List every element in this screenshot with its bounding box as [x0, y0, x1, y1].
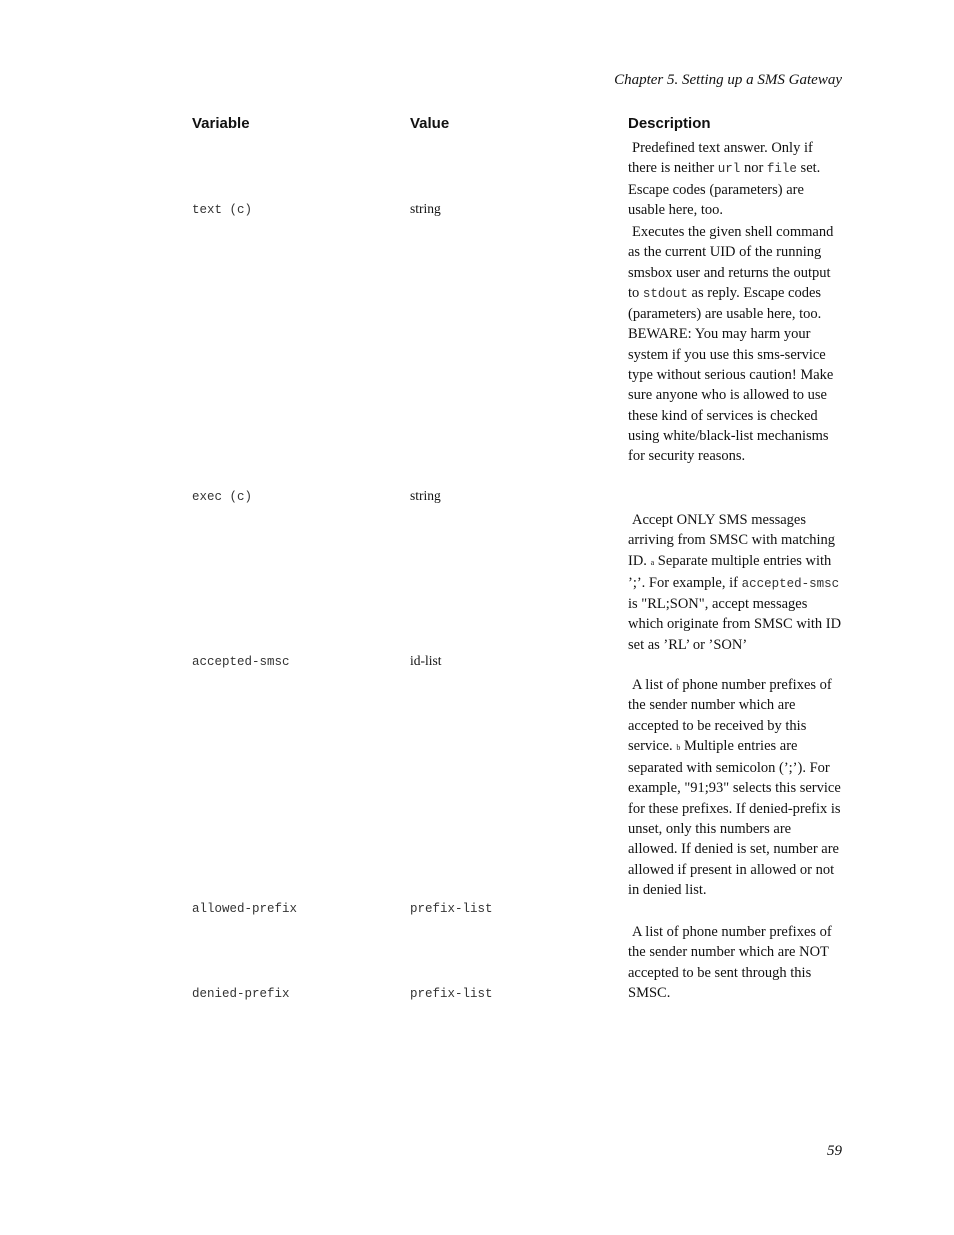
column-header-variable: Variable — [192, 115, 250, 132]
variable-cell: exec (c) — [192, 490, 253, 504]
variable-cell: denied-prefix — [192, 987, 290, 1001]
value-cell: prefix-list — [410, 902, 493, 916]
variable-cell: accepted-smsc — [192, 655, 290, 669]
description-cell: Predefined text answer. Only if there is neither url nor file set. Escape codes (parameters) are usable here, too. — [628, 140, 821, 218]
description-cell: Executes the given shell command as the current UID of the running smsbox user and returns the output to stdout as reply. Escape codes (parameters) are usable here, too. BEWARE: You may harm your system if you use this sms-service type without serious caution! Make sure anyone who is allowed to use these kind of services is checked using white/black-list mechanisms for security reasons. — [628, 224, 834, 465]
description-cell: A list of phone number prefixes of the sender number which are NOT accepted to be sent through this SMSC. — [628, 924, 832, 1001]
value-cell: string — [410, 201, 441, 216]
variable-cell: allowed-prefix — [192, 902, 298, 916]
value-cell: prefix-list — [410, 987, 493, 1001]
column-header-value: Value — [410, 115, 450, 132]
page-number: 59 — [827, 1143, 842, 1159]
description-cell: Accept ONLY SMS messages arriving from SMSC with matching ID. a Separate multiple entries with ’;’. For example, if accepted-smsc is "RL;SON", accept messages which originate from SMSC with ID set as ’RL’ or ’SON’ — [628, 512, 842, 653]
value-cell: string — [410, 488, 441, 503]
running-header: Chapter 5. Setting up a SMS Gateway — [614, 72, 842, 88]
footnote-marker: b — [676, 742, 681, 752]
footnote-marker: a — [650, 557, 655, 567]
variable-cell: text (c) — [192, 203, 253, 217]
column-header-description: Description — [628, 115, 711, 132]
value-cell: id-list — [410, 653, 442, 668]
description-cell: A list of phone number prefixes of the sender number which are accepted to be received by this service. b Multiple entries are separated with semicolon (’;’). For example, "91;93" selects this service for these prefixes. If denied-prefix is unset, only this numbers are allowed. If denied is set, number are allowed if present in allowed or not in denied list. — [628, 677, 841, 898]
